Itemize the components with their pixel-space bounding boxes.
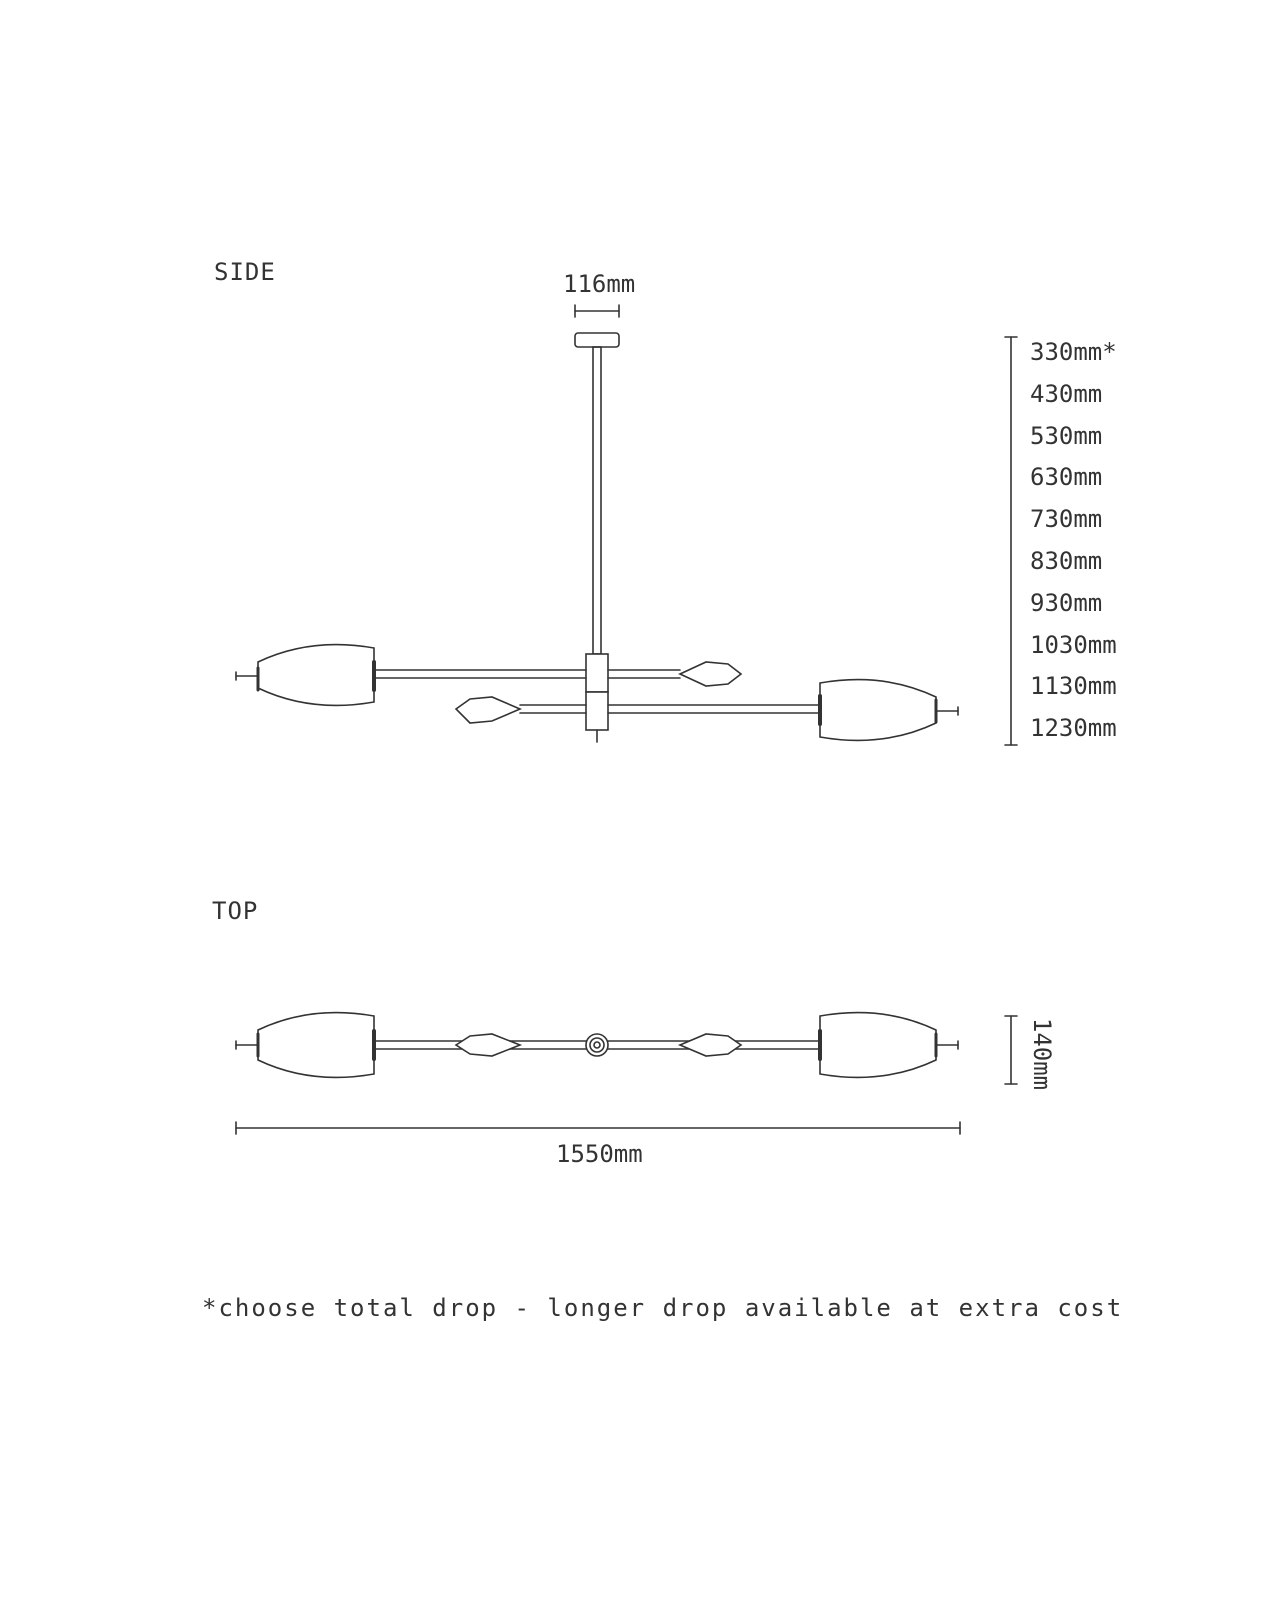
drop-option: 830mm [1030,546,1103,575]
depth-dimension-line [1005,1016,1017,1084]
footnote: *choose total drop - longer drop available at extra cost [202,1294,1124,1322]
central-hub-top [586,1034,608,1056]
upper-arm-left [236,645,741,706]
drop-option: 1030mm [1030,630,1117,659]
canopy-width-label: 116mm [563,270,636,298]
drop-option: 630mm [1030,463,1103,492]
side-view [236,305,1017,745]
counterweight-diamond [680,1034,741,1056]
overall-width-label: 1550mm [556,1140,643,1168]
counterweight-diamond [680,662,741,686]
ceiling-canopy [575,333,619,347]
lower-arm-right [456,680,958,741]
drop-option: 930mm [1030,588,1103,617]
drop-option: 530mm [1030,421,1103,450]
top-view [236,1013,1017,1134]
drop-option: 730mm [1030,505,1103,534]
drop-options-list [1030,337,1117,755]
width-dimension-line [236,1122,960,1134]
glass-shade-left [258,645,374,706]
canopy-dimension-line [575,305,619,317]
counterweight-diamond [456,1034,520,1056]
counterweight-diamond [456,697,520,723]
drop-dimension-line [1005,337,1017,745]
drop-rod [593,347,601,654]
glass-shade-left [258,1013,374,1078]
glass-shade-right [820,1013,936,1078]
side-view-label: SIDE [214,258,276,286]
drop-option: 330mm* [1030,338,1117,366]
top-view-label: TOP [212,897,259,925]
glass-shade-right [820,680,936,741]
drop-option: 1130mm [1030,672,1117,701]
depth-label: 140mm [1028,1017,1056,1091]
drop-option: 430mm [1030,379,1103,408]
drop-option: 1230mm [1030,714,1117,743]
central-hub [586,654,608,742]
